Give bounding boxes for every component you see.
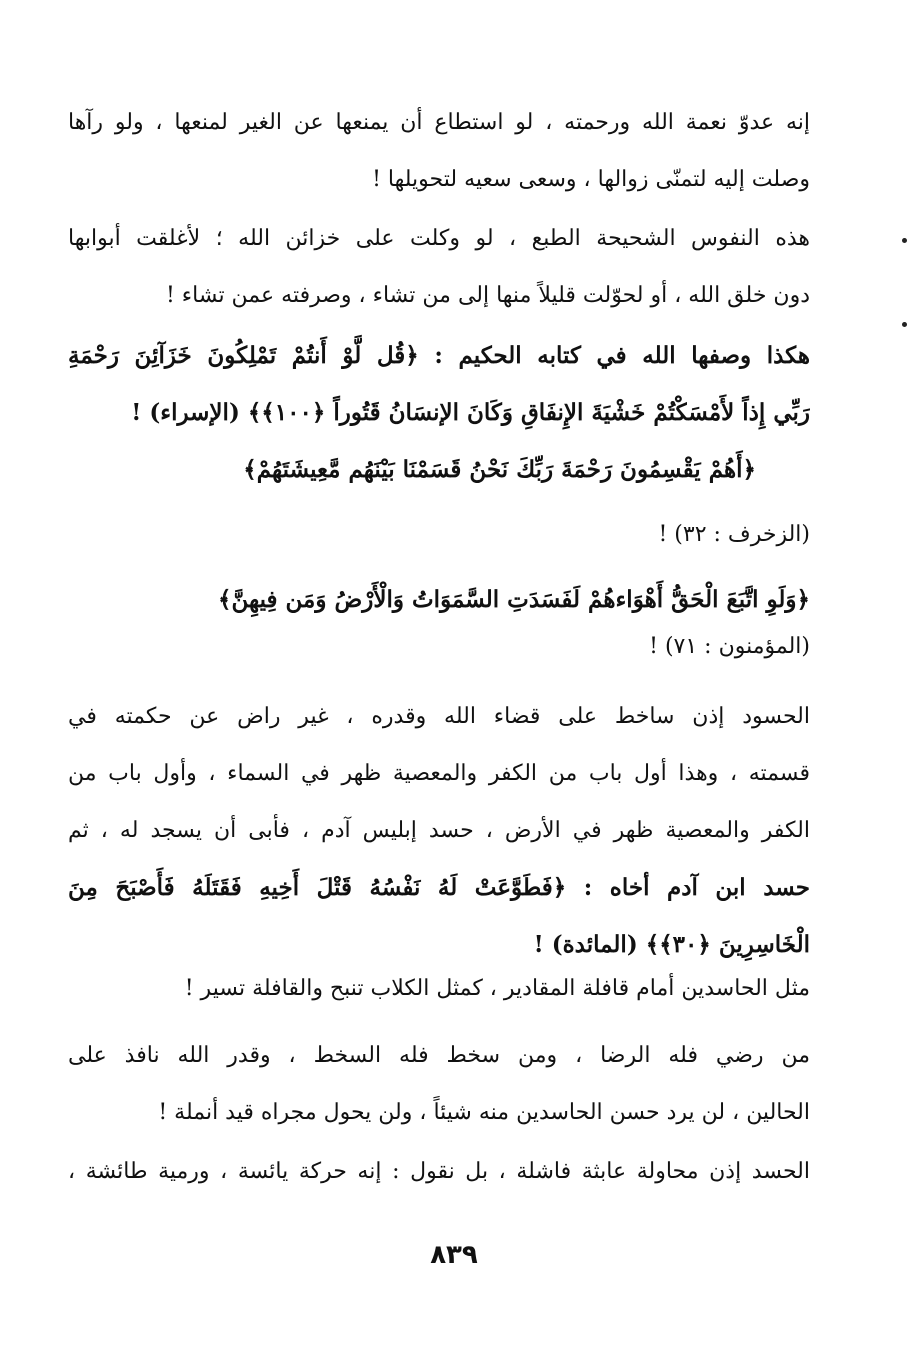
verse-reference: (الزخرف : ٣٢) ! — [658, 522, 810, 547]
paragraph-line: هكذا وصفها الله في كتابه الحكيم : ﴿قُل لَّوْ أَنتُمْ تَمْلِكُونَ خَزَآئِنَ رَحْمَةِ — [68, 342, 810, 369]
paragraph-4 — [68, 441, 810, 563]
paragraph-2 — [68, 210, 810, 324]
paragraph-line: الحسود إذن ساخط على قضاء الله وقدره ، غير راض عن حكمته في — [68, 704, 810, 729]
quran-verse: ﴿أَهُمْ يَقْسِمُونَ رَحْمَةَ رَبِّكَ نَحْنُ قَسَمْنَا بَيْنَهُم مَّعِيشَتَهُمْ﴾ — [243, 456, 756, 483]
paragraph-7 — [68, 960, 810, 1017]
paragraph-line: حسد ابن آدم أخاه : ﴿فَطَوَّعَتْ لَهُ نَفْسُهُ قَتْلَ أَخِيهِ فَقَتَلَهُ فَأَصْبَحَ مِنَ — [68, 874, 810, 901]
quran-verse: ﴿وَلَوِ اتَّبَعَ الْحَقُّ أَهْوَاءهُمْ لَفَسَدَتِ السَّمَوَاتُ وَالْأَرْضُ وَمَن فِيهِنَّ﴾ — [218, 586, 810, 613]
verse-reference: (المؤمنون : ٧١) ! — [649, 634, 810, 659]
paragraph-line: رَبِّي إِذاً لأَمْسَكْتُمْ خَشْيَةَ الإِنفَاقِ وَكَانَ الإنسَانُ قَتُوراً ﴿١٠٠﴾﴾ (الإسراء) ! — [131, 399, 810, 426]
paragraph-line: الكفر والمعصية ظهر في الأرض ، حسد إبليس آدم ، فأبى أن يسجد له ، ثم — [68, 818, 810, 843]
paragraph-6 — [68, 688, 810, 973]
margin-mark — [902, 322, 907, 327]
paragraph-1 — [68, 94, 810, 208]
paragraph-8 — [68, 1027, 810, 1141]
paragraph-line: الْخَاسِرِينَ ﴿٣٠﴾﴾ (المائدة) ! — [533, 931, 810, 958]
paragraph-3 — [68, 327, 810, 441]
margin-mark — [902, 238, 907, 243]
paragraph-line: وصلت إليه لتمنّى زوالها ، وسعى سعيه لتحويلها ! — [372, 167, 810, 192]
paragraph-9 — [68, 1143, 810, 1200]
paragraph-line: دون خلق الله ، أو لحوّلت قليلاً منها إلى من تشاء ، وصرفته عمن تشاء ! — [165, 283, 810, 308]
paragraph-line: من رضي فله الرضا ، ومن سخط فله السخط ، وقدر الله نافذ على — [68, 1043, 810, 1068]
page-number: ٨٣٩ — [430, 1240, 478, 1270]
paragraph-5 — [68, 571, 810, 675]
paragraph-line: الحسد إذن محاولة عابثة فاشلة ، بل نقول : إنه حركة يائسة ، ورمية طائشة ، — [68, 1159, 810, 1184]
paragraph-line: هذه النفوس الشحيحة الطبع ، لو وكلت على خزائن الله ؛ لأغلقت أبوابها — [68, 226, 810, 251]
paragraph-line: إنه عدوّ نعمة الله ورحمته ، لو استطاع أن يمنعها عن الغير لمنعها ، ولو رآها — [68, 110, 810, 135]
paragraph-line: مثل الحاسدين أمام قافلة المقادير ، كمثل الكلاب تنبح والقافلة تسير ! — [184, 976, 810, 1001]
paragraph-line: الحالين ، لن يرد حسن الحاسدين منه شيئاً ، ولن يحول مجراه قيد أنملة ! — [158, 1100, 810, 1125]
paragraph-line: قسمته ، وهذا أول باب من الكفر والمعصية ظهر في السماء ، وأول باب من — [68, 761, 810, 786]
